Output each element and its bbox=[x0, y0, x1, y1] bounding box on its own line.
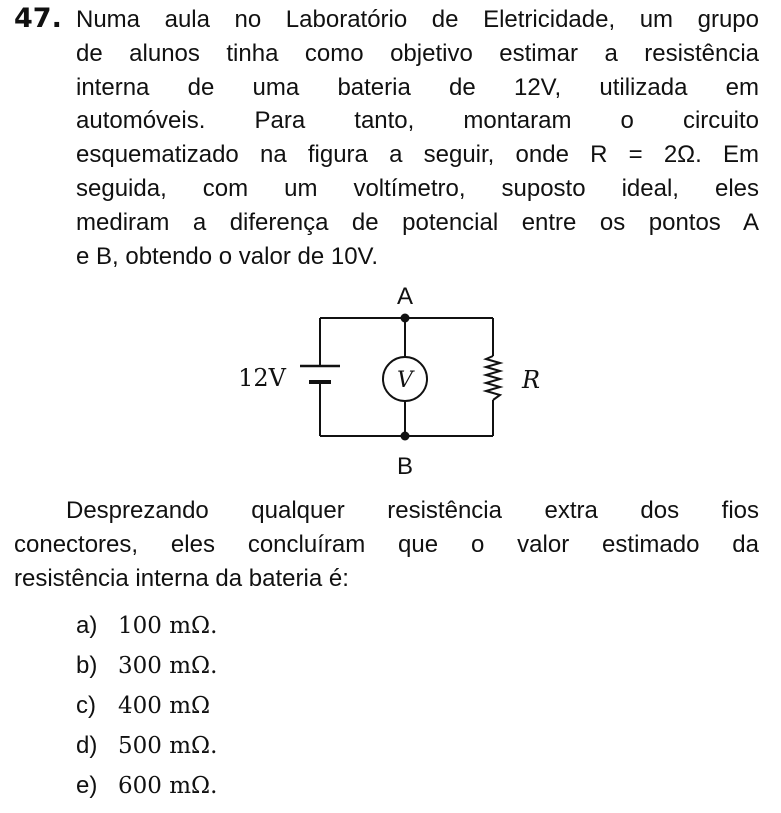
circuit-diagram bbox=[210, 278, 570, 488]
stem-line: e B, obtendo o valor de 10V. bbox=[76, 242, 379, 270]
prompt-line: conectores, eles concluíram que o valor estimado da bbox=[14, 530, 759, 558]
stem-line: de alunos tinha como objetivo estimar a resistência bbox=[76, 39, 759, 67]
battery-label: 12V bbox=[238, 364, 286, 392]
option-e[interactable] bbox=[76, 766, 217, 806]
answer-options bbox=[76, 606, 217, 806]
label-b: B bbox=[396, 453, 414, 480]
question-prompt bbox=[14, 494, 759, 595]
option-value: 600 mΩ. bbox=[118, 773, 218, 799]
stem-line: esquematizado na figura a seguir, onde R = 2Ω. Em bbox=[76, 141, 759, 169]
option-d[interactable] bbox=[76, 726, 217, 766]
option-a[interactable] bbox=[76, 606, 217, 646]
prompt-line: resistência interna da bateria é: bbox=[14, 564, 349, 592]
resistor-symbol bbox=[486, 356, 500, 400]
stem-line: automóveis. Para tanto, montaram o circuito bbox=[76, 107, 759, 135]
option-value: 100 mΩ. bbox=[118, 613, 218, 639]
option-letter: c) bbox=[76, 692, 96, 719]
stem-line: Numa aula no Laboratório de Eletricidade, um grupo bbox=[76, 6, 759, 33]
question-number: 47. bbox=[14, 3, 62, 34]
stem-line: seguida, com um voltímetro, suposto ideal, eles bbox=[76, 174, 759, 202]
node-a bbox=[401, 314, 410, 323]
option-value: 300 mΩ. bbox=[118, 653, 218, 679]
stem-line: interna de uma bateria de 12V, utilizada em bbox=[76, 73, 759, 101]
option-letter: a) bbox=[76, 612, 98, 639]
option-letter: d) bbox=[76, 732, 98, 759]
label-a: A bbox=[396, 283, 414, 310]
node-b bbox=[401, 432, 410, 441]
prompt-line: Desprezando qualquer resistência extra dos fios bbox=[66, 497, 759, 524]
option-c[interactable] bbox=[76, 686, 217, 726]
option-b[interactable] bbox=[76, 646, 217, 686]
voltmeter-label: V bbox=[397, 368, 413, 393]
option-letter: b) bbox=[76, 652, 98, 679]
option-value: 500 mΩ. bbox=[118, 733, 218, 759]
stem-line: mediram a diferença de potencial entre os pontos A bbox=[76, 208, 759, 236]
option-letter: e) bbox=[76, 772, 98, 799]
question-stem bbox=[76, 3, 759, 273]
resistor-label: R bbox=[522, 366, 541, 394]
option-value: 400 mΩ bbox=[118, 693, 211, 719]
